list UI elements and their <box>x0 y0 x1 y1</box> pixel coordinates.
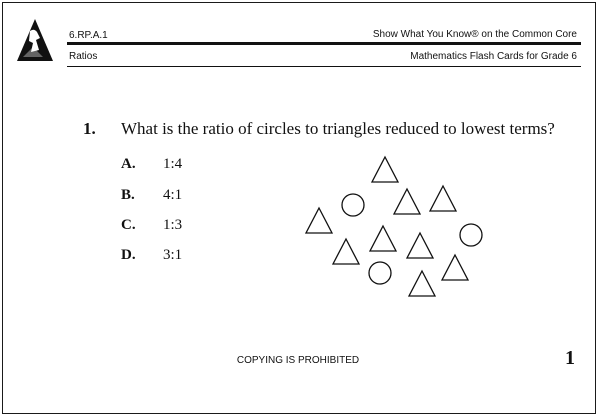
copyright-notice: COPYING IS PROHIBITED <box>236 355 360 366</box>
answer-choice-d[interactable] <box>121 247 182 264</box>
answer-choice-b[interactable] <box>121 187 182 204</box>
triangle-shape <box>370 226 396 251</box>
circle-shape <box>460 224 482 246</box>
header-rule-thick <box>67 42 581 45</box>
question-number: 1. <box>83 119 96 138</box>
page-number: 1 <box>565 347 575 369</box>
triangle-shape <box>394 189 420 214</box>
series-title: Show What You Know® on the Common Core <box>372 29 577 40</box>
circle-shape <box>369 262 391 284</box>
standard-code: 6.RP.A.1 <box>69 30 108 41</box>
card-subtitle: Mathematics Flash Cards for Grade 6 <box>410 51 577 62</box>
triangle-shape <box>430 186 456 211</box>
topic-label: Ratios <box>69 51 98 62</box>
choice-letter: B. <box>121 187 135 203</box>
triangle-shape <box>372 157 398 182</box>
choice-letter: D. <box>121 247 136 263</box>
choice-text: 4:1 <box>163 187 183 203</box>
triangle-shape <box>306 208 332 233</box>
choice-text: 3:1 <box>163 247 183 263</box>
triangle-shape <box>333 239 359 264</box>
answer-choice-a[interactable] <box>121 156 182 173</box>
triangle-shape <box>442 255 468 280</box>
choice-letter: C. <box>121 217 136 233</box>
choice-letter: A. <box>121 156 136 172</box>
triangle-shape <box>407 233 433 258</box>
header-rule-thin <box>67 66 581 67</box>
question-text: What is the ratio of circles to triangles reduced to lowest terms? <box>121 119 555 138</box>
shapes-figure <box>303 153 503 303</box>
triangle-shape <box>409 271 435 296</box>
answer-choice-c[interactable] <box>121 217 182 234</box>
flash-card <box>2 2 596 414</box>
choice-text: 1:3 <box>163 217 183 233</box>
circle-shape <box>342 194 364 216</box>
choice-text: 1:4 <box>163 156 183 172</box>
publisher-logo-icon <box>13 17 57 63</box>
